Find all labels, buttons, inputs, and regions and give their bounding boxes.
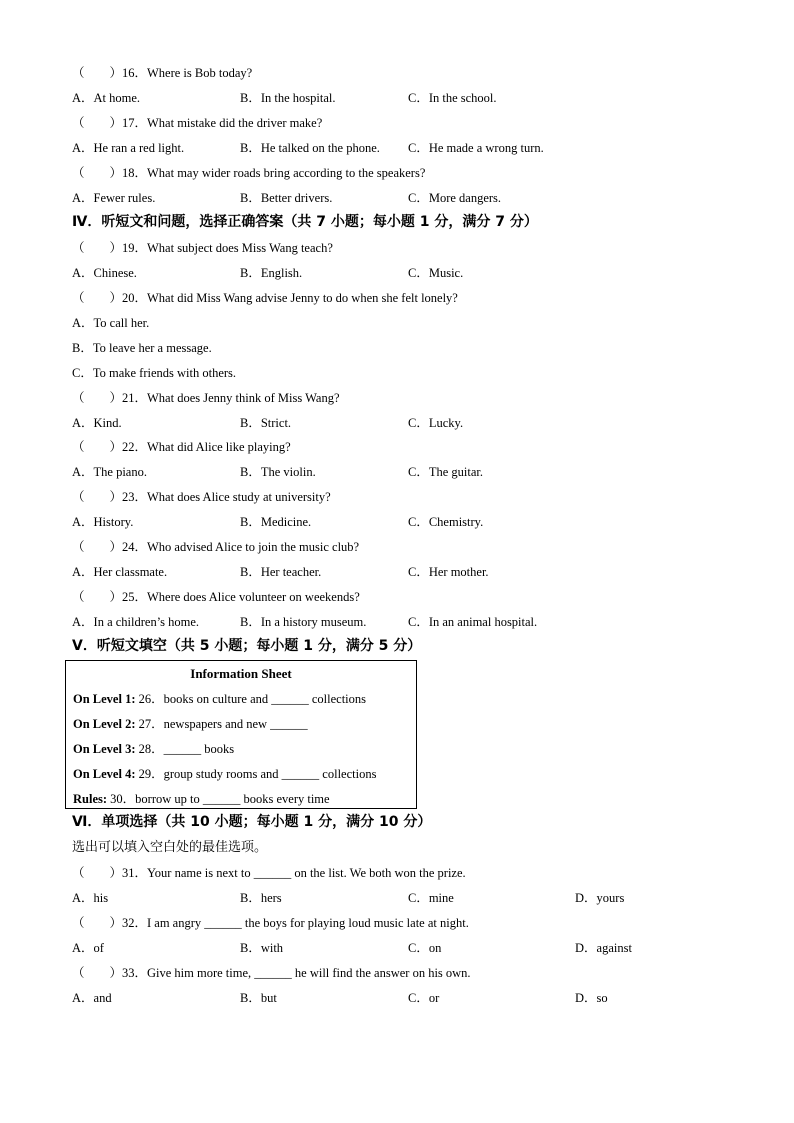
- option-d: D．yours: [575, 891, 625, 905]
- option-b: B．In a history museum.: [240, 615, 367, 629]
- info-row-label: On Level 4:: [73, 767, 136, 781]
- option-a: A．Chinese.: [72, 266, 137, 280]
- option-b: B．Strict.: [240, 416, 292, 430]
- option-c: C．Her mother.: [408, 565, 489, 579]
- information-sheet: [65, 660, 417, 809]
- option-d: D．against: [575, 941, 632, 955]
- info-row-rules: [73, 789, 330, 809]
- option-a: A．The piano.: [72, 465, 147, 479]
- info-row-level-4: [73, 764, 376, 784]
- info-row-text: 28．______ books: [135, 742, 235, 756]
- option-d: D．so: [575, 991, 608, 1005]
- option-a: A．He ran a red light.: [72, 141, 185, 155]
- option-b: B．hers: [240, 891, 282, 905]
- option-b: B．Better drivers.: [240, 191, 333, 205]
- info-row-label: On Level 2:: [73, 717, 136, 731]
- option-a: A．Kind.: [72, 416, 122, 430]
- info-row-text: 27．newspapers and new ______: [135, 717, 308, 731]
- section-5-heading: Ⅴ．听短文填空（共 5 小题；每小题 1 分，满分 5 分）: [72, 638, 422, 654]
- question-33: （ ）33．Give him more time, ______ he will find the answer on his own.: [72, 966, 471, 980]
- option-a: A．Her classmate.: [72, 565, 168, 579]
- question-23: （ ）23．What does Alice study at university?: [72, 490, 331, 504]
- section-6-instruction: 选出可以填入空白处的最佳选项。: [72, 840, 268, 855]
- information-sheet-title: Information Sheet: [190, 666, 292, 681]
- option-b: B．Her teacher.: [240, 565, 322, 579]
- section-4-heading: Ⅳ．听短文和问题，选择正确答案（共 7 小题；每小题 1 分，满分 7 分）: [72, 214, 538, 230]
- option-a: A．of: [72, 941, 104, 955]
- info-row-label: On Level 3:: [73, 742, 136, 756]
- info-row-level-2: [73, 714, 308, 734]
- question-22: （ ）22．What did Alice like playing?: [72, 440, 291, 454]
- info-row-text: 29．group study rooms and ______ collections: [135, 767, 377, 781]
- info-row-label: On Level 1:: [73, 692, 136, 706]
- info-row-text: 30．borrow up to ______ books every time: [107, 792, 330, 806]
- question-16: （ ）16．Where is Bob today?: [72, 66, 253, 80]
- option-20-c: C．To make friends with others.: [72, 366, 237, 380]
- option-c: C．on: [408, 941, 442, 955]
- info-row-level-3: [73, 739, 234, 759]
- option-c: C．More dangers.: [408, 191, 502, 205]
- option-a: A．and: [72, 991, 112, 1005]
- option-b: B．He talked on the phone.: [240, 141, 380, 155]
- question-18: （ ）18．What may wider roads bring according to the speakers?: [72, 166, 426, 180]
- question-21: （ ）21．What does Jenny think of Miss Wang?: [72, 391, 340, 405]
- question-17: （ ）17．What mistake did the driver make?: [72, 116, 323, 130]
- question-20: （ ）20．What did Miss Wang advise Jenny to do when she felt lonely?: [72, 291, 458, 305]
- option-c: C．The guitar.: [408, 465, 483, 479]
- option-b: B．English.: [240, 266, 303, 280]
- option-c: C．Chemistry.: [408, 515, 484, 529]
- option-c: C．In the school.: [408, 91, 497, 105]
- option-b: B．with: [240, 941, 284, 955]
- option-b: B．In the hospital.: [240, 91, 336, 105]
- info-row-label: Rules:: [73, 792, 108, 806]
- info-row-level-1: [73, 689, 366, 709]
- section-6-heading: Ⅵ．单项选择（共 10 小题；每小题 1 分，满分 10 分）: [72, 814, 432, 830]
- question-24: （ ）24．Who advised Alice to join the music club?: [72, 540, 360, 554]
- option-c: C．He made a wrong turn.: [408, 141, 544, 155]
- option-b: B．but: [240, 991, 277, 1005]
- option-b: B．The violin.: [240, 465, 316, 479]
- option-c: C．mine: [408, 891, 454, 905]
- option-b: B．Medicine.: [240, 515, 312, 529]
- option-c: C．Music.: [408, 266, 464, 280]
- option-a: A．his: [72, 891, 109, 905]
- option-a: A．In a children’s home.: [72, 615, 200, 629]
- question-32: （ ）32．I am angry ______ the boys for playing loud music late at night.: [72, 916, 469, 930]
- question-19: （ ）19．What subject does Miss Wang teach?: [72, 241, 333, 255]
- option-c: C．In an animal hospital.: [408, 615, 538, 629]
- question-25: （ ）25．Where does Alice volunteer on weekends?: [72, 590, 360, 604]
- info-row-text: 26．books on culture and ______ collections: [135, 692, 367, 706]
- option-c: C．or: [408, 991, 440, 1005]
- option-c: C．Lucky.: [408, 416, 464, 430]
- option-20-b: B．To leave her a message.: [72, 341, 212, 355]
- option-a: A．Fewer rules.: [72, 191, 156, 205]
- question-31: （ ）31．Your name is next to ______ on the list. We both won the prize.: [72, 866, 466, 880]
- option-20-a: A．To call her.: [72, 316, 150, 330]
- option-a: A．History.: [72, 515, 134, 529]
- option-a: A．At home.: [72, 91, 141, 105]
